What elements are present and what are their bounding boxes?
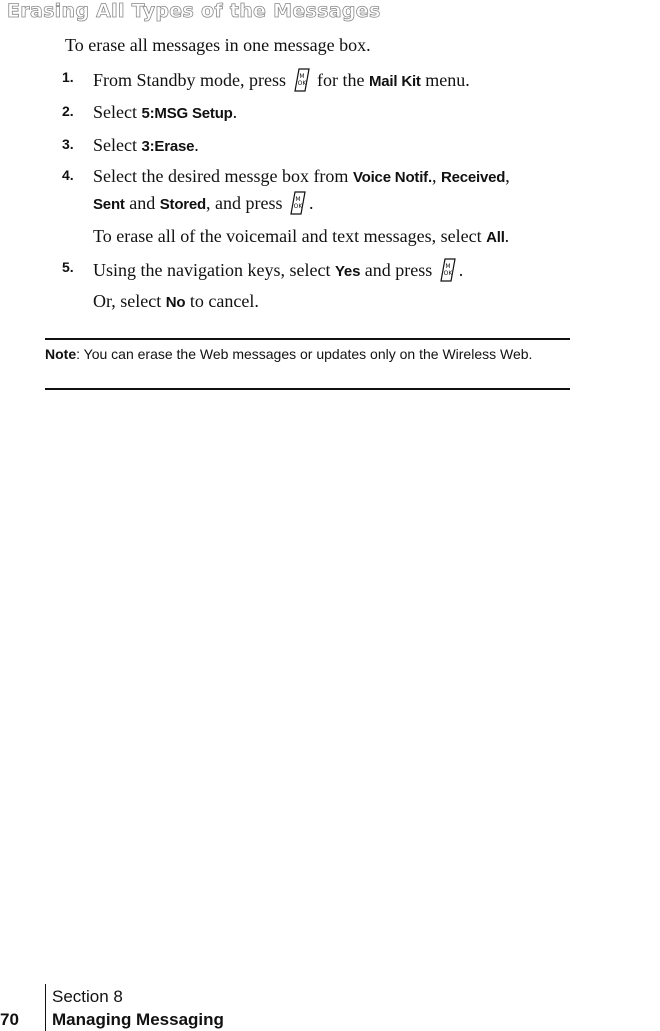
step-5-note: Or, select No to cancel. <box>93 291 259 311</box>
svg-text:M: M <box>295 196 301 203</box>
msg-setup-keyword: 5:MSG Setup <box>141 105 233 122</box>
mail-kit-keyword: Mail Kit <box>368 73 421 90</box>
note-bottom-rule <box>45 388 570 390</box>
voice-notif-keyword: Voice Notif. <box>352 169 432 186</box>
intro-text: To erase all messages in one message box. <box>65 35 371 55</box>
step-number: 2. <box>62 103 74 119</box>
menu-ok-key-icon <box>440 258 456 282</box>
svg-text:M: M <box>445 263 451 270</box>
all-keyword: All <box>486 229 505 246</box>
note-top-rule <box>45 338 570 340</box>
step-number: 5. <box>62 259 74 275</box>
note-text: : You can erase the Web messages or updates only on the Wireless Web. <box>76 346 533 362</box>
step-4-continued: Sent and Stored, and press M OK . <box>93 193 314 213</box>
erase-keyword: 3:Erase <box>141 138 195 155</box>
step-number: 4. <box>62 167 74 183</box>
note-box <box>45 346 570 362</box>
received-keyword: Received <box>440 169 506 186</box>
svg-text:M: M <box>298 73 305 80</box>
sent-keyword: Sent <box>93 196 125 213</box>
no-keyword: No <box>165 294 186 311</box>
stored-keyword: Stored <box>159 196 207 213</box>
step-number: 3. <box>62 136 74 152</box>
page-heading: Erasing All Types of the Messages <box>7 0 381 22</box>
svg-text:OK: OK <box>293 203 303 210</box>
step-number: 1. <box>62 69 74 85</box>
section-label: Section 8 <box>52 987 123 1006</box>
menu-ok-key-icon <box>294 68 310 92</box>
step-4-note: To erase all of the voicemail and text messages, select All. <box>93 226 510 246</box>
note-label: Note <box>45 346 77 362</box>
svg-text:OK: OK <box>443 270 453 277</box>
yes-keyword: Yes <box>334 263 361 280</box>
chapter-title: Managing Messaging <box>52 1010 224 1029</box>
menu-ok-key-icon <box>290 191 306 215</box>
footer-divider <box>45 984 46 1031</box>
svg-text:OK: OK <box>297 80 306 87</box>
page-number: 70 <box>0 1010 19 1029</box>
